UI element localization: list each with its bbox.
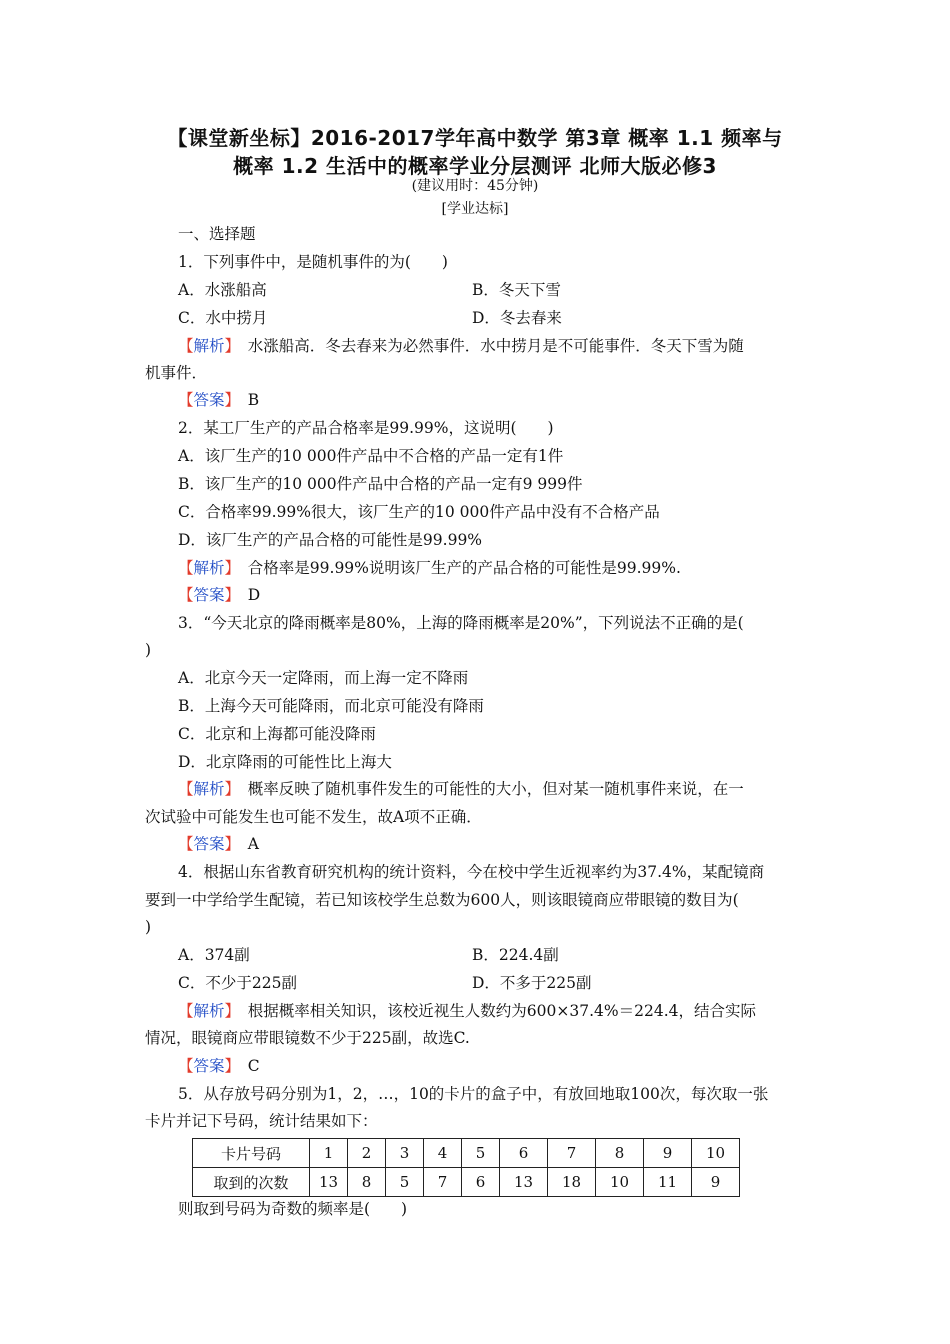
answer-bracket-close: 】 [224, 586, 233, 604]
answer-label: 答案 [193, 1057, 225, 1075]
q3-stem-line-1: 3．“今天北京的降雨概率是80%，上海的降雨概率是20%”，下列说法不正确的是( [178, 614, 744, 632]
table-cell: 6 [500, 1139, 548, 1168]
answer-bracket-open: 【 [178, 391, 194, 409]
table-row-header: 卡片号码 [193, 1139, 310, 1168]
q4-stem-line-1: 4．根据山东省教育研究机构的统计资料，今在校中学生近视率约为37.4%，某配镜商 [178, 863, 765, 881]
table-row [193, 1168, 740, 1197]
q4-stem-line-3: ) [145, 918, 152, 936]
table-cell: 5 [462, 1139, 500, 1168]
analysis-label: 解析 [193, 1002, 225, 1020]
analysis-bracket-open: 【 [178, 1002, 194, 1020]
table-cell: 5 [386, 1168, 424, 1197]
table-cell: 8 [596, 1139, 644, 1168]
q2-option-b: B．该厂生产的10 000件产品中合格的产品一定有9 999件 [178, 475, 583, 493]
answer-bracket-close: 】 [224, 1057, 233, 1075]
q1-analysis-text: 水涨船高．冬去春来为必然事件．水中捞月是不可能事件．冬天下雪为随 [232, 337, 744, 355]
q3-answer-value: A [232, 835, 259, 853]
table-cell: 6 [462, 1168, 500, 1197]
answer-bracket-open: 【 [178, 1057, 194, 1075]
time-note: (建议用时：45分钟) [411, 178, 539, 194]
q3-answer [178, 833, 259, 855]
q3-analysis [178, 778, 744, 800]
answer-bracket-open: 【 [178, 835, 194, 853]
table-cell: 9 [692, 1168, 740, 1197]
level-note: [学业达标] [441, 201, 509, 217]
q3-option-a: A．北京今天一定降雨，而上海一定不降雨 [178, 669, 469, 687]
section-heading: 一、选择题 [178, 225, 256, 243]
q2-option-a: A．该厂生产的10 000件产品中不合格的产品一定有1件 [178, 447, 564, 465]
analysis-bracket-close: 】 [224, 559, 233, 577]
q1-option-b: B．冬天下雪 [472, 281, 561, 299]
document-title-line-1: 【课堂新坐标】2016-2017学年高中数学 第3章 概率 1.1 频率与 [167, 126, 783, 150]
table-cell: 2 [348, 1139, 386, 1168]
q2-answer [178, 584, 260, 606]
table-cell: 10 [692, 1139, 740, 1168]
q4-analysis-line-2: 情况，眼镜商应带眼镜数不少于225副，故选C. [145, 1029, 470, 1047]
q1-stem: 1．下列事件中，是随机事件的为( ) [178, 253, 448, 271]
q5-stem-line-2: 卡片并记下号码，统计结果如下： [145, 1112, 378, 1130]
q3-option-d: D．北京降雨的可能性比上海大 [178, 753, 392, 771]
analysis-label: 解析 [193, 337, 225, 355]
answer-label: 答案 [193, 391, 225, 409]
table-row [193, 1139, 740, 1168]
analysis-bracket-close: 】 [224, 1002, 233, 1020]
q4-stem-line-2: 要到一中学给学生配镜，若已知该校学生总数为600人，则该眼镜商应带眼镜的数目为( [145, 891, 739, 909]
table-cell: 3 [386, 1139, 424, 1168]
table-cell: 8 [348, 1168, 386, 1197]
table-cell: 10 [596, 1168, 644, 1197]
analysis-label: 解析 [193, 780, 225, 798]
analysis-bracket-open: 【 [178, 559, 194, 577]
q4-option-a: A．374副 [178, 946, 250, 964]
q1-answer [178, 389, 259, 411]
answer-bracket-close: 】 [224, 391, 233, 409]
table-cell: 9 [644, 1139, 692, 1168]
q4-option-d: D．不多于225副 [472, 974, 592, 992]
q4-analysis [178, 1000, 756, 1022]
q4-answer-value: C [232, 1057, 260, 1075]
table-cell: 4 [424, 1139, 462, 1168]
q4-option-c: C．不少于225副 [178, 974, 297, 992]
analysis-bracket-open: 【 [178, 780, 194, 798]
analysis-bracket-open: 【 [178, 337, 194, 355]
q1-option-d: D．冬去春来 [472, 309, 562, 327]
q3-option-c: C．北京和上海都可能没降雨 [178, 725, 376, 743]
analysis-bracket-close: 】 [224, 337, 233, 355]
q2-option-d: D．该厂生产的产品合格的可能性是99.99% [178, 531, 483, 549]
q5-stem-line-1: 5．从存放号码分别为1，2，…，10的卡片的盒子中，有放回地取100次，每次取一张 [178, 1085, 769, 1103]
table-cell: 7 [548, 1139, 596, 1168]
table-cell: 13 [310, 1168, 348, 1197]
q2-analysis-text: 合格率是99.99%说明该厂生产的产品合格的可能性是99.99%. [232, 559, 681, 577]
q5-question: 则取到号码为奇数的频率是( ) [178, 1200, 408, 1218]
q1-option-a: A．水涨船高 [178, 281, 267, 299]
q2-stem: 2．某工厂生产的产品合格率是99.99%，这说明( ) [178, 419, 554, 437]
q2-option-c: C．合格率99.99%很大，该厂生产的10 000件产品中没有不合格产品 [178, 503, 660, 521]
table-cell: 7 [424, 1168, 462, 1197]
answer-bracket-close: 】 [224, 835, 233, 853]
q3-option-b: B．上海今天可能降雨，而北京可能没有降雨 [178, 697, 484, 715]
q4-option-b: B．224.4副 [472, 946, 559, 964]
q3-analysis-text: 概率反映了随机事件发生的可能性的大小，但对某一随机事件来说，在一 [232, 780, 744, 798]
table-row-header: 取到的次数 [193, 1168, 310, 1197]
q4-answer [178, 1055, 260, 1077]
answer-label: 答案 [193, 835, 225, 853]
q4-analysis-text: 根据概率相关知识，该校近视生人数约为600×37.4%＝224.4，结合实际 [232, 1002, 756, 1020]
table-cell: 13 [500, 1168, 548, 1197]
table-cell: 18 [548, 1168, 596, 1197]
q1-analysis [178, 335, 744, 357]
q3-stem-line-2: ) [145, 641, 152, 659]
card-count-table [192, 1138, 740, 1197]
q2-analysis [178, 557, 681, 579]
q1-analysis-line-2: 机事件． [145, 364, 208, 382]
analysis-label: 解析 [193, 559, 225, 577]
answer-bracket-open: 【 [178, 586, 194, 604]
q3-analysis-line-2: 次试验中可能发生也可能不发生，故A项不正确． [145, 808, 482, 826]
q1-option-c: C．水中捞月 [178, 309, 268, 327]
analysis-bracket-close: 】 [224, 780, 233, 798]
table-cell: 1 [310, 1139, 348, 1168]
table-cell: 11 [644, 1168, 692, 1197]
document-title-line-2: 概率 1.2 生活中的概率学业分层测评 北师大版必修3 [233, 154, 717, 178]
answer-label: 答案 [193, 586, 225, 604]
q2-answer-value: D [232, 586, 261, 604]
q1-answer-value: B [232, 391, 260, 409]
